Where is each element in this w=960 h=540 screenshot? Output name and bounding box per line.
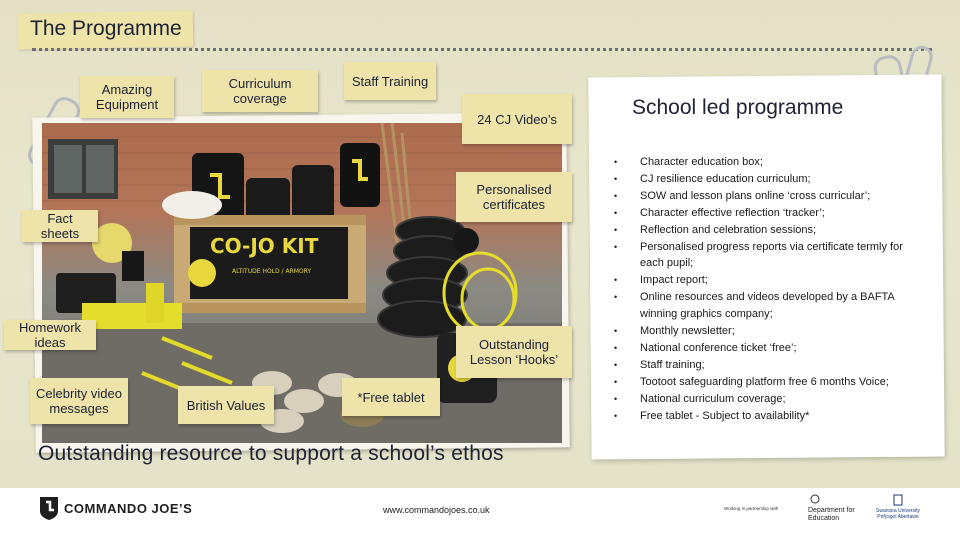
note-label: Celebrity video messages — [36, 386, 122, 416]
crest-icon — [892, 494, 904, 506]
logo-text: COMMANDO JOE’S — [64, 500, 193, 516]
dfe-logo — [808, 494, 856, 522]
list-item: • Tootoot safeguarding platform free 6 months Voice; — [614, 374, 929, 391]
kit-sublabel: ALTITUDE HOLD / ARMORY — [232, 268, 312, 275]
list-item: • CJ resilience education curriculum; — [614, 171, 929, 188]
shield-icon — [38, 495, 60, 521]
list-item: • Reflection and celebration sessions; — [614, 222, 929, 239]
note-personalised-certificates — [456, 172, 572, 222]
note-label: *Free tablet — [357, 389, 425, 405]
note-label: Curriculum coverage — [228, 76, 292, 106]
list-item: • National conference ticket ‘free’; — [614, 340, 929, 357]
partners-text: Working in partnership with — [724, 506, 779, 511]
note-staff-training — [344, 62, 436, 100]
note-label: Personalised certificates — [476, 182, 552, 212]
dfe-text: Department for Education — [808, 507, 855, 522]
tagline: Outstanding resource to support a school’s ethos — [38, 442, 504, 465]
note-celebrity-video — [30, 378, 128, 424]
note-label: Homework ideas — [18, 320, 82, 350]
kit-label: CO-JO KIT — [210, 234, 319, 258]
note-label: British Values — [186, 397, 266, 413]
note-curriculum-coverage — [202, 70, 318, 112]
list-item: • National curriculum coverage; — [614, 391, 929, 408]
list-item: • SOW and lesson plans online ‘cross curricular’; — [614, 188, 929, 205]
note-label: Outstanding Lesson ‘Hooks’ — [469, 337, 559, 367]
note-fact-sheets — [22, 210, 98, 242]
note-outstanding-hooks — [456, 326, 572, 378]
university-text: Swansea University Prifysgol Abertawe — [876, 508, 920, 520]
programme-bullet-list — [614, 154, 929, 425]
list-item: • Monthly newsletter; — [614, 323, 929, 340]
commando-joes-logo — [38, 495, 192, 521]
list-item: • Impact report; — [614, 272, 929, 289]
list-item: • Personalised progress reports via certificate termly for each pupil; — [614, 239, 929, 273]
note-label: Staff Training — [351, 73, 429, 89]
list-item: • Free tablet - Subject to availability* — [614, 408, 929, 425]
university-logo — [868, 494, 928, 522]
note-cj-videos — [462, 94, 572, 144]
page-title: The Programme — [30, 17, 182, 40]
title-divider — [32, 48, 932, 51]
list-item: • Character education box; — [614, 154, 929, 171]
crest-icon — [808, 494, 822, 504]
note-free-tablet — [342, 378, 440, 416]
website-link[interactable]: www.commandojoes.co.uk — [383, 505, 490, 515]
list-item: • Online resources and videos developed by a BAFTA winning graphics company; — [614, 289, 929, 323]
list-item: • Character effective reflection ‘tracker’; — [614, 205, 929, 222]
note-british-values — [178, 386, 274, 424]
panel-title: School led programme — [632, 96, 844, 119]
note-label: 24 CJ Video’s — [477, 111, 557, 127]
note-amazing-equipment — [80, 76, 174, 118]
note-homework-ideas — [4, 320, 96, 350]
note-label: Fact sheets — [40, 211, 80, 241]
list-item: • Staff training; — [614, 357, 929, 374]
note-label: Amazing Equipment — [95, 82, 159, 112]
